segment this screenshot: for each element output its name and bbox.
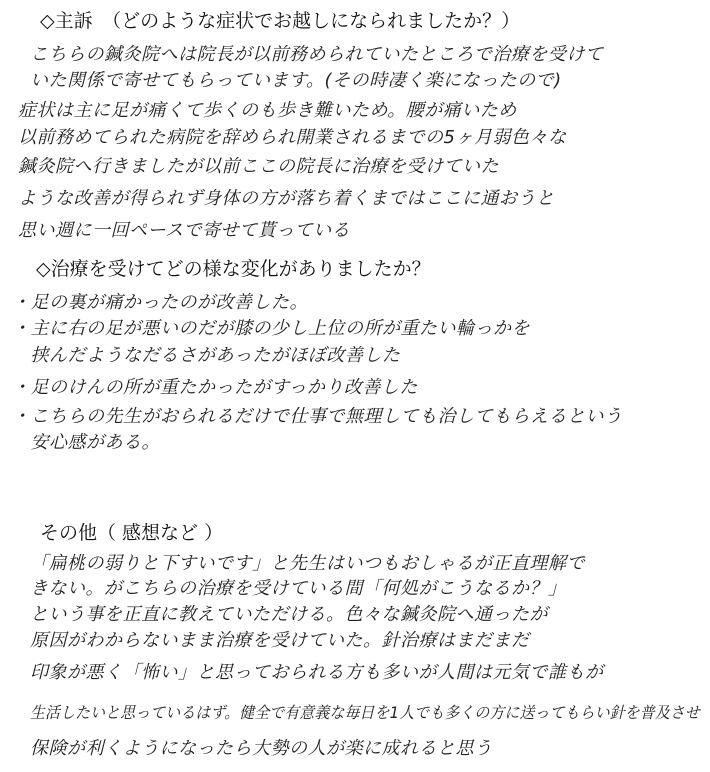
complaint-line-1: こちらの鍼灸院へは院長が以前務められていたところで治療を受けて xyxy=(30,44,604,65)
other-line-1: 「扁桃の弱りと下すいです」と先生はいつもおしゃるが正直理解で xyxy=(30,553,585,574)
complaint-heading: ◇主訴 （どのような症状でお越しになられましたか？） xyxy=(40,10,521,32)
changes-line-5: ・こちらの先生がおられるだけで仕事で無理しても治してもらえるという xyxy=(12,406,623,427)
changes-line-6: 安心感がある。 xyxy=(12,432,160,453)
complaint-line-7: 思い週に一回ペースで寄せて貰っている xyxy=(18,220,351,241)
complaint-line-6: ような改善が得られず身体の方が落ち着くまではここに通おうと xyxy=(18,188,555,209)
other-line-5: 印象が悪く「怖い」と思っておられる方も多いが人間は元気で誰もが xyxy=(30,662,604,683)
changes-line-4: ・足のけんの所が重たかったがすっかり改善した xyxy=(12,377,418,398)
complaint-line-5: 鍼灸院へ行きましたが以前ここの院長に治療を受けていた xyxy=(18,156,499,177)
other-heading: その他（ 感想など ） xyxy=(40,522,224,544)
changes-line-1: ・足の裏が痛かったのが改善した。 xyxy=(12,292,308,313)
other-line-3: という事を正直に教えていただける。色々な鍼灸院へ通ったが xyxy=(30,604,548,625)
changes-heading: ◇治療を受けてどの様な変化がありましたか？ xyxy=(36,258,431,280)
other-line-4: 原因がわからないまま治療を受けていた。針治療はまだまだ xyxy=(30,630,530,651)
complaint-line-2: いた関係で寄せてもらっています。(その時凄く楽になったので) xyxy=(30,70,562,91)
other-line-2: きない。がこちらの治療を受けている間「何処がこうなるか？」 xyxy=(30,578,567,599)
changes-line-2: ・主に右の足が悪いのだが膝の少し上位の所が重たい輪っかを xyxy=(12,318,530,339)
other-line-7: 保険が利くようになったら大勢の人が楽に成れると思う xyxy=(30,738,493,759)
other-line-6: 生活したいと思っているはず。健全で有意義な毎日を1人でも多くの方に送ってもらい針を普及させ xyxy=(30,703,700,722)
complaint-line-4: 以前務めてられた病院を辞められ開業されるまでの5ヶ月弱色々な xyxy=(18,127,567,148)
complaint-line-3: 症状は主に足が痛くて歩くのも歩き難いため。腰が痛いため xyxy=(18,100,517,121)
changes-line-3: 挟んだようなだるさがあったがほぼ改善した xyxy=(12,345,401,366)
